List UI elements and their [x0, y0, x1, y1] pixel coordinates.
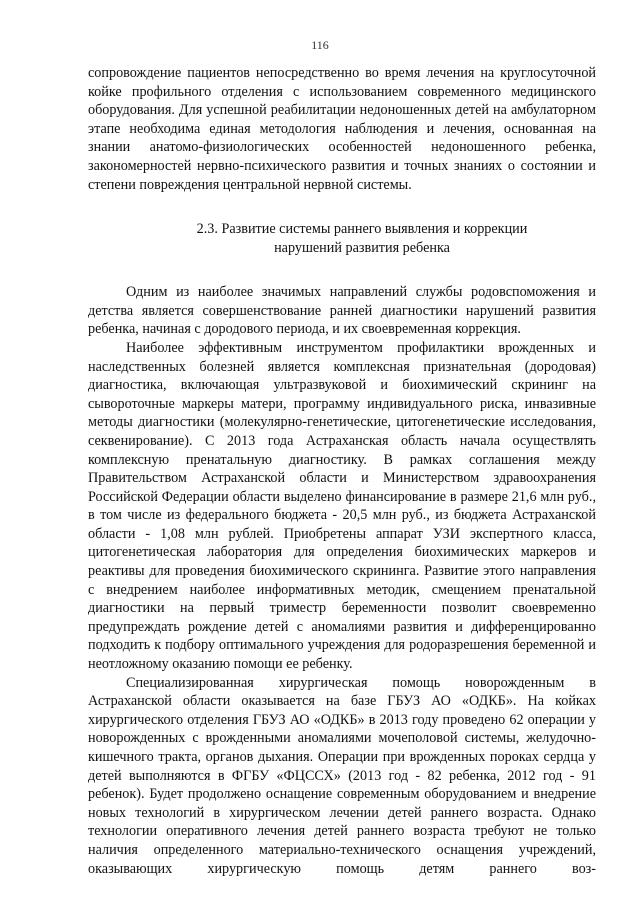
section-heading-line-1: 2.3. Развитие системы раннего выявления и коррекции	[196, 221, 528, 238]
paragraph-prenatal-diagnostics: Наиболее эффективным инструментом профилактики врожденных и наследственных болезней является комплексная признательная (дородовая) диагностика, включающая ультразвуковой и биохимический скрининг на сывороточные маркеры матери, программу индивидуального риска, инвазивные методы диагностики (молекулярно-генетические, цитогенетические исследования, секвенирование). С 2013 года Астраханская область начала осуществлять комплексную пренатальную диагностику. В рамках соглашения между Правительством Астраханской области и Министерством здравоохранения Российской Федерации области выделено финансирование в размере 21,6 млн руб., в том числе из федерального бюджета - 20,5 млн руб., из бюджета Астраханской области - 1,08 млн рублей. Приобретены аппарат УЗИ экспертного класса, цитогенетическая лаборатория для определения биохимических маркеров и реактивы для проведения биохимического скрининга. Развитие этого направления с внедрением наиболее информативных методик, смещением пренатальной диагностики на первый триместр беременности позволит своевременно предупреждать рождение детей с аномалиями развития и дифференцированно подходить к подбору оптимального учреждения для родоразрешения беременной и неотложному оказанию помощи ее ребенку.	[88, 339, 596, 673]
section-heading	[88, 220, 596, 258]
document-body	[88, 64, 596, 878]
section-heading-line-2: нарушений развития ребенка	[274, 240, 450, 257]
paragraph-early-diagnostics: Одним из наиболее значимых направлений службы родовспоможения и детства является совершенствование ранней диагностики нарушений развития ребенка, начиная с дородового периода, и их своевременная коррекция.	[88, 284, 596, 338]
intro-paragraph: сопровождение пациентов непосредственно во время лечения на круглосуточной койке профильного отделения с использованием современного медицинского оборудования. Для успешной реабилитации недоношенных детей на амбулаторном этапе необходима единая методология наблюдения и лечения, основанная на знании анатомо-физиологических особенностей недоношенного ребенка, закономерностей нервно-психического развития и точных знаниях о состоянии и степени повреждения центральной нервной системы.	[88, 65, 596, 193]
page-number: 116	[311, 38, 329, 52]
paragraph-neonatal-surgery: Специализированная хирургическая помощь новорожденным в Астраханской области оказывается на базе ГБУЗ АО «ОДКБ». На койках хирургического отделения ГБУЗ АО «ОДКБ» в 2013 году проведено 62 операции у новорожденных с врожденными аномалиями мочеполовой системы, желудочно-кишечного тракта, органов дыхания. Операции при врожденных пороках сердца у детей выполняются в ФГБУ «ФЦССХ» (2013 год - 82 ребенка, 2012 год - 91 ребенок). Будет продолжено оснащение современным оборудованием и внедрение новых технологий в хирургическом лечении детей раннего возраста. Однако технологии оперативного лечения детей раннего возраста требуют не только наличия определенного материально-технического оснащения учреждений, оказывающих хирургическую помощь детям раннего воз-	[88, 674, 596, 877]
